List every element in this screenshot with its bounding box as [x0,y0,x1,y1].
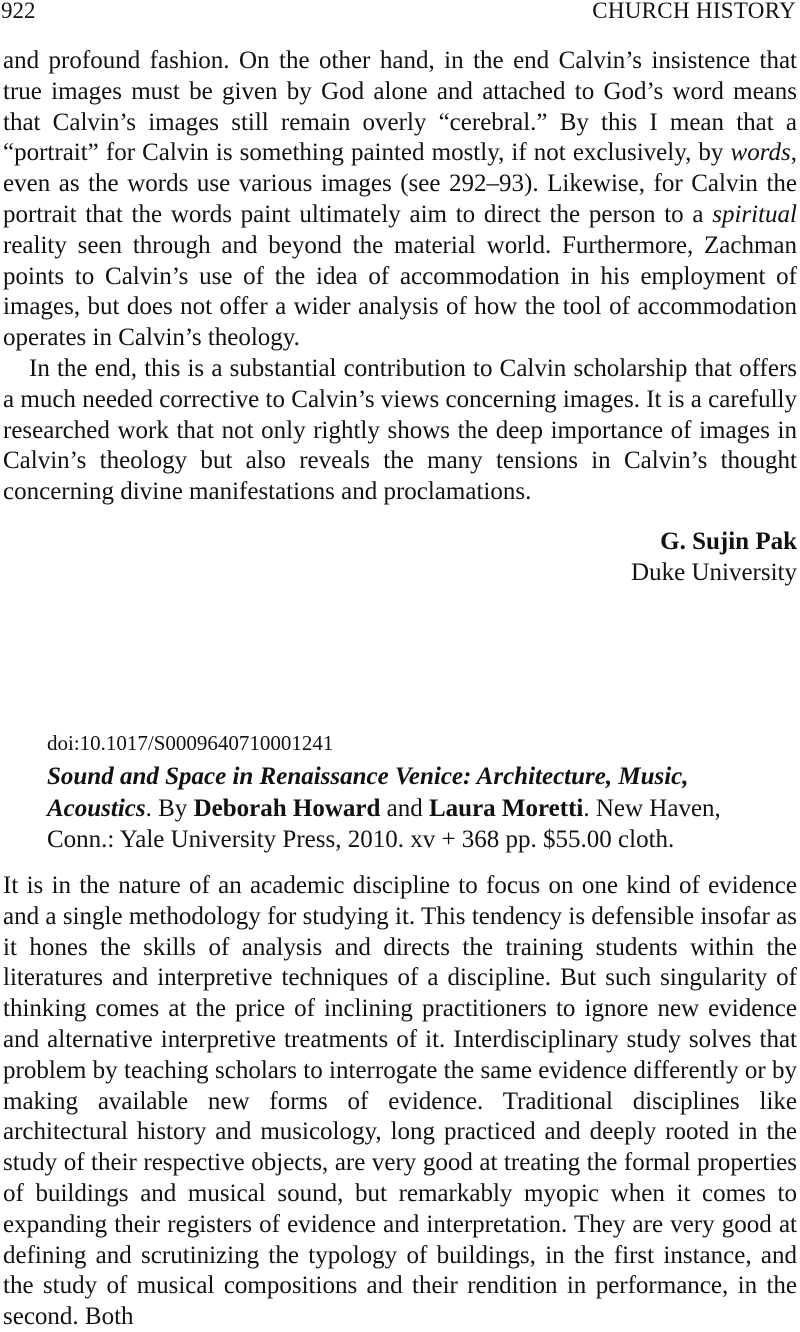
emphasis-text: words [730,139,791,167]
book-author-1: Deborah Howard [193,794,381,822]
citation-by: . By [145,794,194,822]
review-1-paragraph-1 [3,46,797,354]
review-2-paragraph-1: It is in the nature of an academic discipline to focus on one kind of evidence and a single methodology for studying it. This tendency is defensible insofar as it hones the skills of analysis and directs the training students within the literatures and interpretive techniques of a discipline. But such singularity of thinking comes at the price of inclining practitioners to ignore new evidence and alternative interpretive treatments of it. Interdisciplinary study solves that problem by teaching scholars to interrogate the same evidence differently or by making available new forms of evidence. Traditional disciplines like architectural history and musicology, long practiced and deeply rooted in the study of their respective objects, are very good at treating the formal properties of buildings and musical sound, but remarkably myopic when it comes to expanding their registers of evidence and interpretation. They are very good at defining and scrutinizing the typology of buildings, in the first instance, and the study of musical compositions and their rendition in performance, in the second. Both [3,872,797,1331]
review-2-body [3,871,797,1332]
review-1-paragraph-2: In the end, this is a substantial contribution to Calvin scholarship that offers a much needed corrective to Calvin’s views concerning images. It is a carefully researched work that not only rightly shows the deep importance of images in Calvin’s theology but also reveals the many tensions in Calvin’s thought concerning divine manifestations and proclamations. [3,355,797,506]
review-1-conclusion [3,354,797,508]
citation-and: and [380,794,429,822]
page-number: 922 [1,0,36,23]
book-author-2: Laura Moretti [428,794,584,822]
book-citation [47,761,777,856]
reviewer-affiliation: Duke University [631,559,797,586]
running-header-journal-title: CHURCH HISTORY [592,0,796,23]
text-run: and profound fashion. On the other hand, in the end Calvin’s insistence that true images must be given by God alone and attached to God’s word means that Calvin’s images still remain overly “cerebral.” By this I mean that a “portrait” for Calvin is something painted mostly, if not exclusively, by [3,47,797,167]
emphasis-text: spiritual [712,200,797,228]
doi-link[interactable]: doi:10.1017/S0009640710001241 [47,731,334,755]
text-run: , even as the words use various images (see 292–93). Likewise, for Calvin the portrait that the words paint ultimately aim to direct the person to a [3,139,797,228]
reviewer-name: G. Sujin Pak [660,528,797,555]
book-title: Sound and Space in Renaissance Venice: Architecture, Music, Acoustics [47,763,689,822]
publication-details: . New Haven, Conn.: Yale University Press, 2010. xv + 368 pp. $55.00 cloth. [47,794,721,853]
text-run: reality seen through and beyond the material world. Furthermore, Zachman points to Calvin’s use of the idea of accommodation in his employment of images, but does not offer a wider analysis of how the tool of accommodation operates in Calvin’s theology. [3,231,797,352]
review-1-body [3,46,797,354]
